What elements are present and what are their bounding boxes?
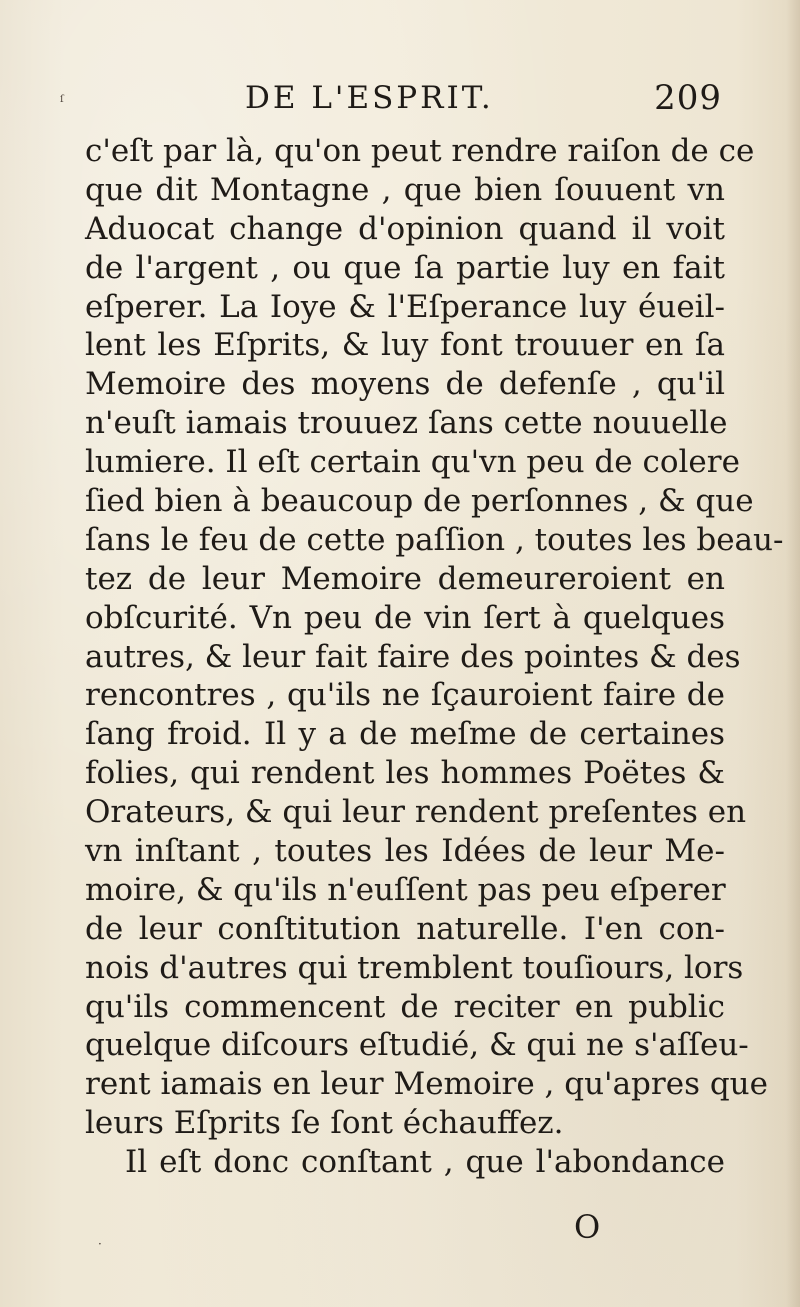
page-header (60, 78, 740, 118)
text-line: eſperer. La Ioye & l'Eſperance luy éueil- (85, 288, 725, 325)
text-line: tez de leur Memoire demeureroient en (85, 560, 725, 597)
page-number: 209 (654, 78, 722, 118)
signature-mark: O (574, 1208, 601, 1246)
text-line: leurs Eſprits ſe ſont échauffez. (85, 1105, 564, 1142)
text-line: Aduocat change d'opinion quand il voit (85, 210, 725, 247)
text-line: rent iamais en leur Memoire , qu'apres que (85, 1066, 768, 1103)
text-line: nois d'autres qui tremblent touſiours, lors (85, 949, 744, 986)
text-line: vn inſtant , toutes les Idées de leur Me- (85, 833, 725, 870)
text-line: Memoire des moyens de defenſe , qu'il (85, 366, 725, 403)
text-line: lumiere. Il eſt certain qu'vn peu de colere (85, 444, 740, 481)
body-text (85, 132, 784, 1182)
text-line: de leur conſtitution naturelle. I'en con- (85, 910, 725, 947)
text-line: obſcurité. Vn peu de vin ſert à quelques (85, 599, 725, 636)
text-line: de l'argent , ou que ſa partie luy en fait (85, 249, 725, 286)
text-line: moire, & qu'ils n'euſſent pas peu eſperer (85, 871, 726, 908)
text-line: ſied bien à beaucoup de perſonnes , & que (85, 483, 754, 520)
text-line: ſans le feu de cette paſſion , toutes les beau- (85, 521, 784, 558)
footer-mark: · (98, 1237, 102, 1251)
running-head: DE L'ESPRIT. (245, 80, 494, 116)
text-line: que dit Montagne , que bien ſouuent vn (85, 171, 725, 208)
text-line: rencontres , qu'ils ne ſçauroient faire de (85, 677, 725, 714)
text-line: n'euſt iamais trouuez ſans cette nouuelle (85, 405, 728, 442)
margin-mark: ſ (60, 94, 64, 105)
text-line: ſang froid. Il y a de meſme de certaines (85, 716, 725, 753)
text-line: folies, qui rendent les hommes Poëtes & (85, 755, 725, 792)
page-edge-shadow (786, 0, 800, 1307)
text-line: Il eſt donc conſtant , que l'abondance (125, 1144, 725, 1181)
text-line: autres, & leur fait faire des pointes & des (85, 638, 741, 675)
text-line: qu'ils commencent de reciter en public (85, 988, 725, 1025)
text-line: c'eſt par là, qu'on peut rendre raiſon de ce (85, 133, 755, 169)
text-line: quelque diſcours eſtudié, & qui ne s'aſſeu- (85, 1027, 749, 1064)
text-line: Orateurs, & qui leur rendent preſentes en (85, 794, 747, 831)
text-line: lent les Eſprits, & luy font trouuer en ſa (85, 327, 725, 364)
